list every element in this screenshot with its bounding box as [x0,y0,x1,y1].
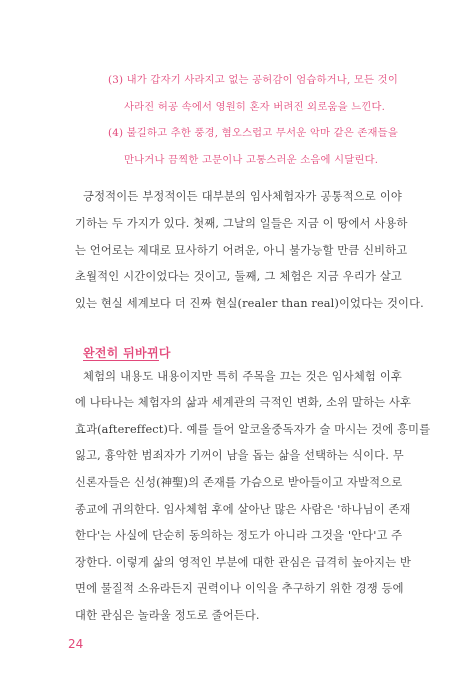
text-line: 잃고, 흉악한 범죄자가 기꺼이 남을 돕는 삶을 선택하는 식이다. 무 [75,449,404,462]
text-line: 종교에 귀의한다. 임사체험 후에 살아난 많은 사람은 '하나님이 존재 [75,503,411,516]
heading-underline [83,360,159,361]
list-item-3-line-1: (3) 내가 갑자기 사라지고 없는 공허감이 엄습하거나, 모든 것이 [108,74,398,86]
list-item-4-line-1: (4) 불길하고 추한 풍경, 혐오스럽고 무서운 악마 같은 존재들을 [108,127,398,139]
text-line: 한다'는 사실에 단순히 동의하는 정도가 아니라 그것을 '안다'고 주 [75,529,403,542]
text-line: 초월적인 시간이었다는 것이고, 둘째, 그 체험은 지금 우리가 살고 [75,270,402,283]
list-item-3-line-2: 사라진 허공 속에서 영원히 혼자 버려진 외로움을 느낀다. [124,101,386,113]
text-line: 에 나타나는 체험자의 삶과 세계관의 극적인 변화, 소위 말하는 사후 [75,396,412,409]
text-line: 면에 물질적 소유라든지 권력이나 이익을 추구하기 위한 경쟁 등에 [75,582,404,595]
text-line: 긍정적이든 부정적이든 대부분의 임사체험자가 공통적으로 이야 [83,190,402,203]
page-number: 24 [68,637,84,651]
text-line: 대한 관심은 놀라울 정도로 줄어든다. [75,609,260,622]
text-line: 장한다. 이렇게 삶의 영적인 부분에 대한 관심은 급격히 높아지는 반 [75,556,412,569]
text-line: 는 언어로는 제대로 묘사하기 어려운, 아니 불가능할 만큼 신비하고 [75,244,408,257]
list-item-4-line-2: 만나거나 끔찍한 고문이나 고통스러운 소음에 시달린다. [124,154,379,166]
text-line: 있는 현실 세계보다 더 진짜 현실(realer than real)이었다는 것이다. [75,297,424,310]
text-line: 효과(aftereffect)다. 예를 들어 알코올중독자가 술 마시는 것에 흥미를 [75,423,431,436]
text-line: 체험의 내용도 내용이지만 특히 주목을 끄는 것은 임사체험 이후 [83,370,402,383]
text-line: 신론자들은 신성(神聖)의 존재를 가슴으로 받아들이고 자발적으로 [75,476,403,489]
section-heading: 완전히 뒤바뀌다 [83,346,171,360]
text-line: 기하는 두 가지가 있다. 첫째, 그날의 일들은 지금 이 땅에서 사용하 [75,217,408,230]
